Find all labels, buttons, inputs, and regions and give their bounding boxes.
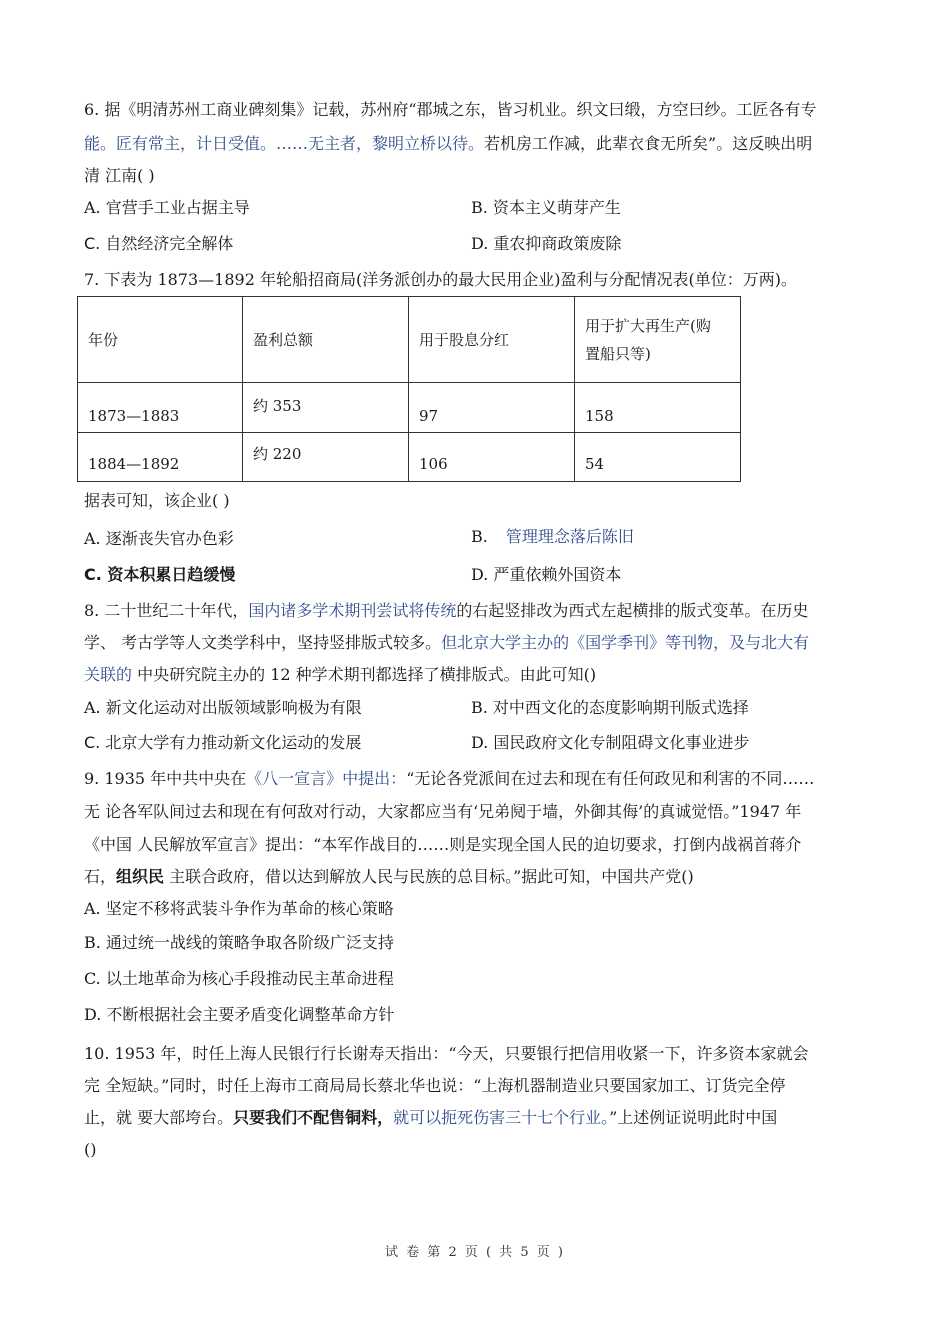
q8-line1-a: 8. 二十世纪二十年代， (84, 601, 249, 620)
table-cell: 106 (409, 433, 575, 482)
q6-line1: 6. 据《明清苏州工商业碑刻集》记载，苏州府“郡城之东，皆习机业。织文曰缎，方空曰纱。工匠各有专 (84, 100, 817, 119)
q9-line2: 无 论各军队间过去和现在有何敌对行动，大家都应当有‘兄弟阋于墙，外御其侮’的真诚觉悟。”1947 年 (84, 802, 802, 821)
q8-line3-highlight: 关联的 (84, 665, 133, 684)
q10-line4: () (84, 1140, 97, 1159)
q10-line3 (84, 1108, 777, 1128)
q9-line1-highlight: 《八一宣言》中提出： (246, 769, 407, 788)
q7-option-d: D. 严重依赖外国资本 (471, 565, 622, 584)
table-header-line: 置船只等) (585, 344, 651, 363)
table-header-cell: 用于股息分红 (409, 297, 575, 383)
q6-line3: 清 江南( ) (84, 166, 155, 185)
q9-line4-bold: 组织民 (116, 867, 165, 886)
q9-option-b: B. 通过统一战线的策略争取各阶级广泛支持 (84, 933, 394, 952)
q8-line1-highlight: 国内诸多学术期刊尝试将传统 (248, 601, 457, 620)
q8-line3 (84, 665, 596, 685)
q9-line4-a: 石， (84, 867, 117, 886)
q8-line2-highlight: 但北京大学主办的《国学季刊》等刊物，及与北大有 (441, 633, 810, 652)
q9-line1 (84, 769, 814, 789)
q9-option-c: C. 以土地革命为核心手段推动民主革命进程 (84, 969, 394, 988)
q7-line1: 7. 下表为 1873—1892 年轮船招商局(洋务派创办的最大民用企业)盈利与分配情况表(单位：万两)。 (84, 270, 797, 289)
q8-option-d: D. 国民政府文化专制阻碍文化事业进步 (471, 733, 750, 752)
q7-question: 据表可知，该企业( ) (84, 491, 230, 510)
q7-option-c: C. 资本积累日趋缓慢 (84, 565, 236, 584)
q7-option-b-label: B. (471, 527, 488, 546)
q8-line1 (84, 601, 808, 621)
q9-line1-b: “无论各党派间在过去和现在有任何政见和利害的不同…… (406, 769, 815, 788)
q9-line1-a: 9. 1935 年中共中央在 (84, 769, 247, 788)
table-header-cell: 盈利总额 (243, 297, 409, 383)
q10-line1: 10. 1953 年，时任上海人民银行行长谢寿天指出：“今天，只要银行把信用收紧一下，许多资本家就会 (84, 1044, 809, 1063)
q6-option-a: A. 官营手工业占据主导 (84, 198, 250, 217)
q7-option-b (471, 527, 634, 547)
profit-table (77, 296, 741, 482)
q6-line2 (84, 134, 812, 154)
q8-option-b: B. 对中西文化的态度影响期刊版式选择 (471, 698, 749, 717)
q6-option-b: B. 资本主义萌芽产生 (471, 198, 621, 217)
table-header-cell: 年份 (78, 297, 243, 383)
table-header-line: 用于扩大再生产(购 (585, 316, 711, 335)
q6-option-c: C. 自然经济完全解体 (84, 234, 234, 253)
q8-option-c: C. 北京大学有力推动新文化运动的发展 (84, 733, 362, 752)
table-cell: 约 220 (243, 433, 409, 482)
q9-line4-b: 主联合政府，借以达到解放人民与民族的总目标。”据此可知，中国共产党() (164, 867, 694, 886)
q6-line2-highlight: 能。匠有常主，计日受值。……无主者，黎明立桥以待。 (84, 134, 485, 153)
q10-line3-b: ”上述例证说明此时中国 (609, 1108, 778, 1127)
table-cell: 1873—1883 (78, 383, 243, 433)
table-cell: 1884—1892 (78, 433, 243, 482)
table-cell: 约 353 (243, 383, 409, 433)
q8-line2 (84, 633, 809, 653)
q10-line3-highlight: 就可以扼死伤害三十七个行业。 (393, 1108, 610, 1127)
q6-line2-rest: 若机房工作减，此辈衣食无所矣”。这反映出明 (484, 134, 813, 153)
q7-option-b-text: 管理理念落后陈旧 (505, 527, 634, 546)
table-row (78, 383, 741, 433)
q6-option-d: D. 重农抑商政策废除 (471, 234, 622, 253)
page-footer: 试 卷 第 2 页 ( 共 5 页 ) (385, 1245, 565, 1260)
q7-option-a: A. 逐渐丧失官办色彩 (84, 529, 234, 548)
q8-line1-b: 的右起竖排改为西式左起横排的版式变革。在历史 (456, 601, 809, 620)
table-header-cell (575, 297, 741, 383)
q10-line3-a: 止，就 要大部垮台。 (84, 1108, 234, 1127)
table-cell: 158 (575, 383, 741, 433)
q9-option-a: A. 坚定不移将武装斗争作为革命的核心策略 (84, 899, 394, 918)
q10-line3-bold: 只要我们不配售铜料， (233, 1108, 394, 1127)
q10-line2: 完 全短缺。”同时，时任上海市工商局局长蔡北华也说：“上海机器制造业只要国家加工、订货完全停 (84, 1076, 786, 1095)
table-cell: 97 (409, 383, 575, 433)
q9-line4 (84, 867, 694, 887)
q9-line3: 《中国 人民解放军宣言》提出：“本军作战目的……则是实现全国人民的迫切要求，打倒内战祸首蒋介 (84, 835, 802, 854)
q8-option-a: A. 新文化运动对出版领域影响极为有限 (84, 698, 362, 717)
table-cell: 54 (575, 433, 741, 482)
q8-line2-a: 学、 考古学等人文类学科中，坚持竖排版式较多。 (84, 633, 442, 652)
q8-line3-rest: 中央研究院主办的 12 种学术期刊都选择了横排版式。由此可知() (132, 665, 597, 684)
q9-option-d: D. 不断根据社会主要矛盾变化调整革命方针 (84, 1005, 395, 1024)
table-row (78, 433, 741, 482)
table-header-row (78, 297, 741, 383)
